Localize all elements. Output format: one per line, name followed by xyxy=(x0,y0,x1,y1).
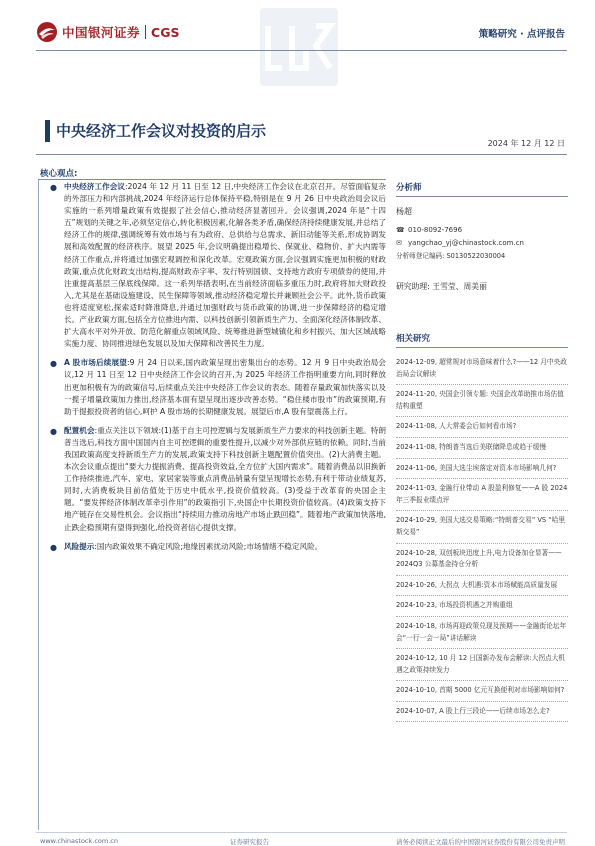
bullet-lead: 风险提示 xyxy=(64,541,95,551)
related-item[interactable]: 2024-10-26, 大拐点 大机遇:资本市场赋能高质量发展 xyxy=(396,580,568,597)
galaxy-logo-icon xyxy=(36,21,58,43)
bullet-allocation xyxy=(48,425,386,534)
bullet-lead: 中央经济工作会议 xyxy=(64,182,125,191)
bullet-dot-icon: ● xyxy=(50,183,57,192)
email-icon: ✉ xyxy=(396,239,402,247)
bullet-lead: A 股市场后续展望 xyxy=(64,358,128,368)
right-column xyxy=(396,181,568,726)
related-item[interactable]: 2024-10-12, 10 月 12 日国新办发布会解读:大拐点大机遇之政策持续发力 xyxy=(396,653,568,681)
analyst-phone-row xyxy=(396,224,568,237)
core-views-label: 核心观点: xyxy=(40,169,78,179)
core-views-body xyxy=(48,181,386,560)
related-item[interactable]: 2024-11-06, 美国大选尘埃落定对资本市场影响几何? xyxy=(396,463,568,480)
bullet-lead: 配置机会 xyxy=(64,425,95,435)
report-date: 2024 年 12 月 12 日 xyxy=(487,139,565,148)
related-list xyxy=(396,357,568,722)
related-item[interactable]: 2024-10-23, 市场投资机遇之并购重组 xyxy=(396,600,568,617)
footer-website[interactable]: www.chinastock.com.cn xyxy=(40,837,118,845)
analyst-phone: 010-8092-7696 xyxy=(408,226,463,234)
bullet-text: :重点关注以下领域:(1)基于自主可控逻辑与发展新质生产力要求的科技创新主题。特朗普当选后,科技方面中国国内自主可控逻辑的重要性提升,以减少对外部供应链的依赖。同时,当前我国政策高度支持新质生产力的发展,政策支持下科技创新主题配置价值突出。(2)大消费主题。本次会议重点提出“要大力提振消费、提高投资效益,全方位扩大国内需求”。随着消费品以旧换新工作持续推进,汽车、家电、家居家装等重点消费品销量有望呈现增长态势,有利于带动业绩复苏,同时,大消费板块目前估值处于历史中低水平,投资价值较高。(3)受益于改革育的央国企主题。“要发挥经济体制改革牵引作用”的政策指引下,央国企中长期投资价值较高。(4)政策支持下地产链存在交易性机会。会议指出“持续用力推动房地产市场止跌回稳”。随着地产政策加快落地,止跌企稳预期有望得到强化,给投资者信心提供支撑。 xyxy=(64,425,386,532)
report-title: 中央经济工作会议对投资的启示 xyxy=(56,122,267,140)
analyst-registration: 分析师登记编码: S0130522030004 xyxy=(396,252,506,260)
brand-name-cn: 中国银河证券 xyxy=(62,25,141,40)
bullet-text: :9 月 24 日以来,国内政策呈现出密集出台的态势。12 月 9 日中央政治局会议,12 月 11 日至 12 日中央经济工作会议的召开,为 2025 年经济工作指明重要方向,同时释放出更加积极有为的政策信号,后续重点关注中央经济工作会议的表态。随着存量政策加快落实以及一揽子增量政策加力推出,经济基本面有望呈现出逐步改善态势。“稳住楼市股市”的政策预期,有助于提振投资者的信心,呵护 A 股市场的长期健康发展。展望后市,A 股有望震荡上行。 xyxy=(64,358,386,416)
bullet-text: :国内政策效果不确定风险;地缘因素扰动风险;市场情绪不稳定风险。 xyxy=(94,541,323,551)
analyst-email-row xyxy=(396,237,568,250)
bullet-dot-icon: ● xyxy=(50,359,57,369)
related-item[interactable]: 2024-11-08, 人大常委会后如何看市场? xyxy=(396,421,568,438)
related-item[interactable]: 2024-10-18, 市场再迎政策兑现及预期——金融街论坛年会“一行一会一局”讲话解读 xyxy=(396,621,568,649)
phone-icon: ☎ xyxy=(396,226,405,234)
footer-rule xyxy=(36,832,567,833)
related-item[interactable]: 2024-11-20, 央国企引领专题: 央国企改革助推市场估值结构重塑 xyxy=(396,389,568,417)
title-rule xyxy=(36,154,567,155)
report-type: 策略研究 · 点评报告 xyxy=(478,29,565,40)
research-assistants: 研究助理: 王雪莹、周美丽 xyxy=(396,282,487,291)
core-views-rule xyxy=(38,179,386,180)
footer-center-label: 证券研究报告 xyxy=(230,838,269,846)
analyst-section-title: 分析师 xyxy=(396,181,568,197)
related-section-title: 相关研究 xyxy=(396,332,568,348)
bullet-dot-icon: ● xyxy=(50,426,57,436)
left-margin-rule xyxy=(38,180,39,830)
related-item[interactable]: 2024-10-10, 首期 5000 亿元互换便利对市场影响如何? xyxy=(396,685,568,702)
brand-divider xyxy=(145,25,146,39)
bullet-a-share-outlook xyxy=(48,357,386,417)
header-rule xyxy=(36,50,567,51)
bullet-dot-icon: ● xyxy=(50,542,57,552)
related-item[interactable]: 2024-10-07, A 股上行三段论——后续市场怎么走? xyxy=(396,706,568,723)
title-accent-bar xyxy=(45,120,50,142)
related-item[interactable]: 2024-10-28, 双创板块迅度上升,电力设备加仓显著——2024Q3 公募基金持仓分析 xyxy=(396,548,568,576)
related-research xyxy=(396,332,568,722)
brand-logo xyxy=(36,20,179,44)
brand-name-en: CGS xyxy=(151,24,180,40)
related-item[interactable]: 2024-12-09, 超常规对市场意味着什么?——12 月中央政治局会议解读 xyxy=(396,357,568,385)
bullet-risk xyxy=(48,541,386,553)
related-item[interactable]: 2024-11-03, 金融行业带动 A 股盈利修复——A 股 2024 年三季报业绩点评 xyxy=(396,483,568,511)
related-item[interactable]: 2024-10-29, 美国大选交易策略:“特朗普交易” VS “哈里斯交易” xyxy=(396,515,568,543)
analyst-name: 杨超 xyxy=(396,207,412,216)
cgs-watermark-icon xyxy=(258,6,340,88)
footer-disclaimer: 请务必阅读正文最后的中国银河证券股份有限公司免责声明 xyxy=(396,838,565,846)
bullet-economic-conference xyxy=(48,181,386,350)
related-item[interactable]: 2024-11-08, 特朗普当选后美联储降息或趋于缓慢 xyxy=(396,442,568,459)
bullet-text: :2024 年 12 月 11 日至 12 日,中央经济工作会议在北京召开。尽管面临复杂的外部压力和内部挑战,2024 年经济运行总体保持平稳,特别是在 9 月 26 日中央政治局会议后实施的一系列增量政策有效提振了社会信心,推动经济显著回升。会议强调,2024 年是“十四五”规划的关键之年,必须坚定信心,转化积极因素,化解各类矛盾,确保经济持续健康发展,并总结了经济工作的规律,强调统筹有效市场与有为政府、总供给与总需求、新旧动能等关系,形成协调发展和高效配置的经济秩序。展望 2025 年,会议明确提出稳增长、保就业、稳物价、扩大内需等经济工作重点,并将通过加强宏观调控和深化改革。宏观政策方面,会议强调实施更加积极的财政政策,重点优化财政支出结构,提高财政赤字率、发行特别国债、支持地方政府专项债券的使用,并注重提高基层三保底线保障。这一系列举措表明,在当前经济面临多重压力时,政府将加大财政投入,尤其是在基础设施建设、民生保障等领域,推动经济稳定增长并兼顾社会公平。此外,货币政策也将适度宽松,探索适时降准降息,并通过加强财政与货币政策的协调,进一步保障经济的稳定增长。产业政策方面,包括全方位推进内需、以科技创新引领新质生产力、全面深化经济体制改革、扩大高水平对外开放、防范化解重点领域风险、统筹推进新型城镇化和乡村振兴、加大区域战略实施力度、协同推进绿色发展以及加大保障和改善民生力度。 xyxy=(64,182,386,349)
analyst-email[interactable]: yangchao_yj@chinastock.com.cn xyxy=(408,239,524,247)
